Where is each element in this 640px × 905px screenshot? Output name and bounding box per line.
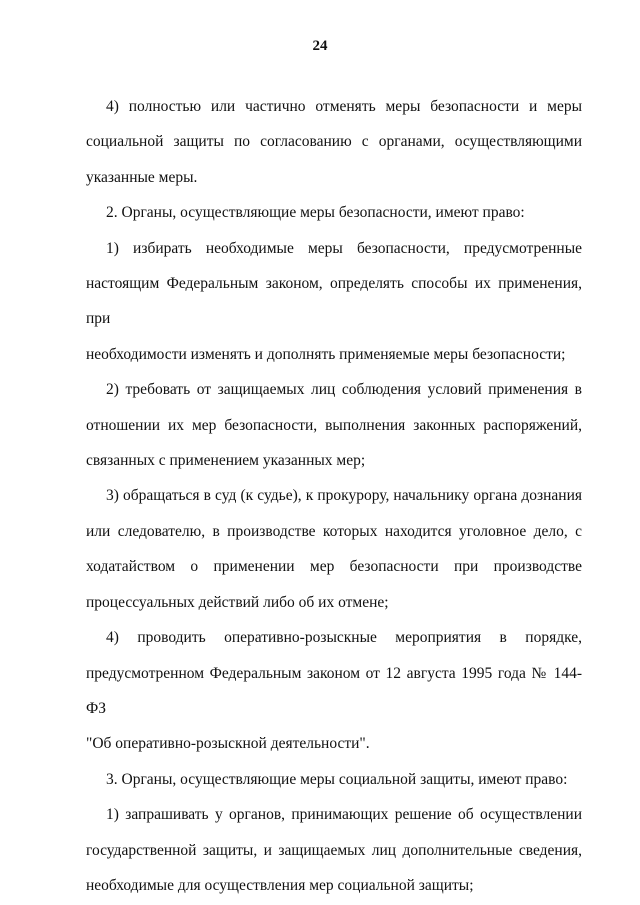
text-line: 1) запрашивать у органов, принимающих решение об осуществлении bbox=[106, 806, 582, 824]
text-line: процессуальных действий либо об их отмене; bbox=[86, 593, 389, 611]
text-line: 1) избирать необходимые меры безопасности, предусмотренные bbox=[106, 239, 582, 257]
document-body bbox=[86, 0, 582, 903]
text-line: 4) проводить оперативно-розыскные мероприятия в порядке, bbox=[106, 629, 582, 647]
text-line: социальной защиты по согласованию с органами, осуществляющими bbox=[86, 133, 582, 151]
text-line: государственной защиты, и защищаемых лиц дополнительные сведения, bbox=[86, 841, 582, 859]
text-line: настоящим Федеральным законом, определять способы их применения, при bbox=[86, 275, 582, 328]
text-line: необходимые для осуществления мер социальной защиты; bbox=[86, 876, 474, 894]
text-line: отношении их мер безопасности, выполнения законных распоряжений, bbox=[86, 416, 582, 434]
text-line: или следователю, в производстве которых находится уголовное дело, с bbox=[86, 522, 582, 540]
text-line: ходатайством о применении мер безопасности при производстве bbox=[86, 558, 582, 576]
text-line: указанные меры. bbox=[86, 168, 198, 186]
text-line: предусмотренном Федеральным законом от 12 августа 1995 года № 144-ФЗ bbox=[86, 664, 582, 717]
text-line: 2. Органы, осуществляющие меры безопасности, имеют право: bbox=[106, 204, 525, 222]
page-number: 24 bbox=[312, 38, 328, 54]
text-line: 2) требовать от защищаемых лиц соблюдения условий применения в bbox=[106, 381, 582, 399]
text-line: необходимости изменять и дополнять применяемые меры безопасности; bbox=[86, 345, 566, 363]
text-line: 3) обращаться в суд (к судье), к прокурору, начальнику органа дознания bbox=[106, 487, 582, 505]
text-line: 3. Органы, осуществляющие меры социальной защиты, имеют право: bbox=[106, 770, 568, 788]
text-line: "Об оперативно-розыскной деятельности". bbox=[86, 735, 370, 753]
text-line: связанных с применением указанных мер; bbox=[86, 452, 366, 470]
text-line: 4) полностью или частично отменять меры безопасности и меры bbox=[106, 98, 582, 115]
